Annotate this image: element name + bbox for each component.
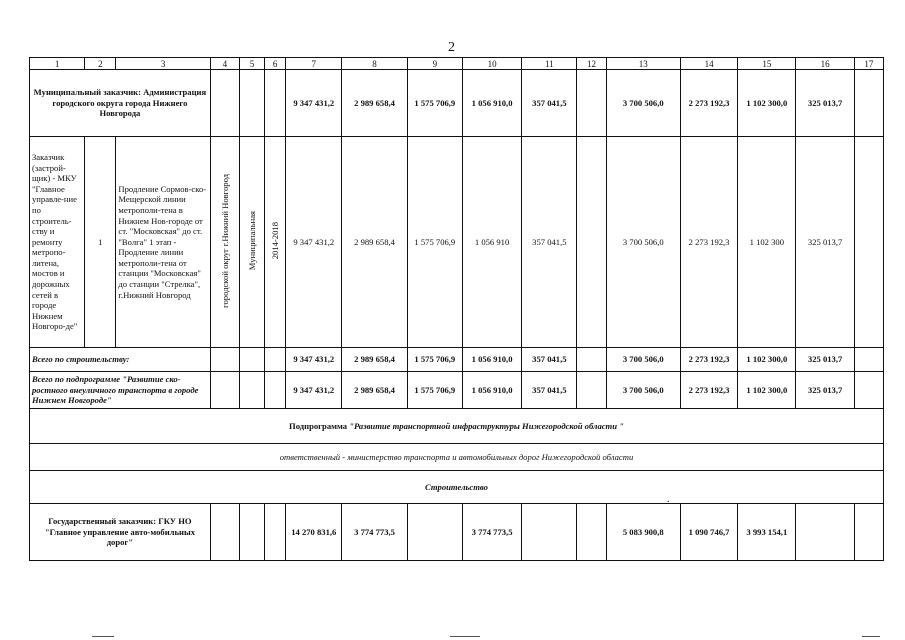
column-number: 3 xyxy=(116,58,210,70)
column-number: 16 xyxy=(796,58,854,70)
column-number-row xyxy=(30,58,884,70)
budget-table xyxy=(29,57,884,561)
empty-cell xyxy=(265,504,286,561)
empty-cell xyxy=(265,70,286,137)
project-name: Продление Сормов-ско-Мещерской линии метрополи-тена в Нижнем Нов-городе от ст. "Московская" до ст. "Волга" 1 этап - Продление линии метрополи-тена от станции "Московская" до станции "Стрелка", г.Нижний Новгород xyxy=(116,137,210,348)
project-location: городской округ г.Нижний Новгород xyxy=(219,173,230,308)
project-customer: Заказчик (застрой-щик) - МКУ "Главное управле-ние по строитель-ству и ремонту метропо-литена, мостов и дорожных сетей в городе Нижнем Новгоро-де" xyxy=(30,137,85,348)
empty-cell xyxy=(854,504,883,561)
value-cell: 325 013,7 xyxy=(796,70,854,137)
construction-heading: Строительство xyxy=(30,471,884,504)
empty-cell xyxy=(265,348,286,372)
empty-cell xyxy=(854,372,883,409)
construction-row xyxy=(30,471,884,504)
value-cell: 1 575 706,9 xyxy=(407,348,462,372)
value-cell: 3 700 506,0 xyxy=(606,137,680,348)
page-number: 2 xyxy=(448,40,455,55)
value-cell: 2 273 192,3 xyxy=(680,372,737,409)
empty-cell xyxy=(239,372,264,409)
value-cell: 9 347 431,2 xyxy=(286,137,342,348)
empty-cell xyxy=(854,70,883,137)
value-cell: 357 041,5 xyxy=(522,372,577,409)
value-cell xyxy=(577,348,606,372)
value-cell: 9 347 431,2 xyxy=(286,372,342,409)
value-cell: 1 575 706,9 xyxy=(407,70,462,137)
scan-artifact xyxy=(862,636,880,637)
empty-cell xyxy=(210,504,239,561)
municipal-customer-label: Муниципальный заказчик: Администрация городского округа города Нижнего Новгорода xyxy=(30,70,211,137)
value-cell: 2 989 658,4 xyxy=(342,372,407,409)
value-cell: 3 700 506,0 xyxy=(606,348,680,372)
column-number: 14 xyxy=(680,58,737,70)
empty-cell xyxy=(239,70,264,137)
responsible-text: ответственный - министерство транспорта и автомобильных дорог Нижегородской области xyxy=(30,444,884,471)
column-number: 12 xyxy=(577,58,606,70)
project-ownership-cell xyxy=(239,137,264,348)
column-number: 9 xyxy=(407,58,462,70)
project-ownership: Муниципальная xyxy=(246,211,257,271)
column-number: 5 xyxy=(239,58,264,70)
value-cell xyxy=(577,137,606,348)
subprogram-row xyxy=(30,409,884,444)
value-cell: 9 347 431,2 xyxy=(286,70,342,137)
value-cell: 3 700 506,0 xyxy=(606,372,680,409)
empty-cell xyxy=(854,348,883,372)
value-cell: 357 041,5 xyxy=(522,348,577,372)
empty-cell xyxy=(239,504,264,561)
scan-artifact xyxy=(92,636,114,637)
value-cell: 2 273 192,3 xyxy=(680,348,737,372)
empty-cell xyxy=(210,70,239,137)
empty-cell xyxy=(854,137,883,348)
column-number: 6 xyxy=(265,58,286,70)
project-row xyxy=(30,137,884,348)
column-number: 4 xyxy=(210,58,239,70)
column-number: 17 xyxy=(854,58,883,70)
value-cell: 1 102 300,0 xyxy=(738,372,796,409)
value-cell xyxy=(407,504,462,561)
column-number: 1 xyxy=(30,58,85,70)
stray-mark: . xyxy=(667,494,670,505)
value-cell xyxy=(577,372,606,409)
value-cell: 1 575 706,9 xyxy=(407,372,462,409)
column-number: 8 xyxy=(342,58,407,70)
value-cell: 9 347 431,2 xyxy=(286,348,342,372)
value-cell: 1 102 300,0 xyxy=(738,70,796,137)
value-cell: 3 700 506,0 xyxy=(606,70,680,137)
column-number: 11 xyxy=(522,58,577,70)
subprogram-prefix: Подпрограмма xyxy=(289,420,350,431)
empty-cell xyxy=(265,372,286,409)
column-number: 10 xyxy=(462,58,521,70)
column-number: 15 xyxy=(738,58,796,70)
total-construction-row xyxy=(30,348,884,372)
value-cell: 3 774 773,5 xyxy=(462,504,521,561)
value-cell: 14 270 831,6 xyxy=(286,504,342,561)
value-cell xyxy=(796,504,854,561)
value-cell: 2 989 658,4 xyxy=(342,348,407,372)
value-cell: 2 273 192,3 xyxy=(680,70,737,137)
total-construction-label: Всего по строительству: xyxy=(30,348,211,372)
state-customer-label: Государственный заказчик: ГКУ НО "Главное управление авто-мобильных дорог" xyxy=(30,504,211,561)
value-cell xyxy=(522,504,577,561)
value-cell: 1 575 706,9 xyxy=(407,137,462,348)
value-cell: 1 056 910,0 xyxy=(462,348,521,372)
value-cell: 1 056 910,0 xyxy=(462,372,521,409)
value-cell: 325 013,7 xyxy=(796,348,854,372)
project-period: 2014-2018 xyxy=(269,222,280,260)
value-cell: 5 083 900,8 xyxy=(606,504,680,561)
value-cell: 3 774 773,5 xyxy=(342,504,407,561)
value-cell: 357 041,5 xyxy=(522,137,577,348)
column-number: 7 xyxy=(286,58,342,70)
value-cell: 1 056 910,0 xyxy=(462,70,521,137)
value-cell: 2 273 192,3 xyxy=(680,137,737,348)
project-location-cell xyxy=(210,137,239,348)
value-cell: 357 041,5 xyxy=(522,70,577,137)
project-period-cell xyxy=(265,137,286,348)
column-number: 13 xyxy=(606,58,680,70)
municipal-customer-row xyxy=(30,70,884,137)
subprogram-heading xyxy=(30,409,884,444)
value-cell: 3 993 154,1 xyxy=(738,504,796,561)
scan-artifact xyxy=(450,636,480,637)
value-cell: 2 989 658,4 xyxy=(342,137,407,348)
total-subprogram-label: Всего по подпрограмме "Развитие ско-ростного внеуличного транспорта в городе Нижнем Новгороде" xyxy=(30,372,211,409)
value-cell: 1 056 910 xyxy=(462,137,521,348)
empty-cell xyxy=(239,348,264,372)
value-cell: 325 013,7 xyxy=(796,137,854,348)
subprogram-title: "Развитие транспортной инфраструктуры Нижегородской области " xyxy=(349,420,624,431)
value-cell xyxy=(577,504,606,561)
responsible-row xyxy=(30,444,884,471)
column-number: 2 xyxy=(85,58,116,70)
value-cell: 1 102 300 xyxy=(738,137,796,348)
value-cell: 325 013,7 xyxy=(796,372,854,409)
project-number: 1 xyxy=(85,137,116,348)
empty-cell xyxy=(210,372,239,409)
value-cell: 1 102 300,0 xyxy=(738,348,796,372)
value-cell: 1 090 746,7 xyxy=(680,504,737,561)
value-cell: 2 989 658,4 xyxy=(342,70,407,137)
empty-cell xyxy=(210,348,239,372)
total-subprogram-row xyxy=(30,372,884,409)
state-customer-row xyxy=(30,504,884,561)
value-cell xyxy=(577,70,606,137)
